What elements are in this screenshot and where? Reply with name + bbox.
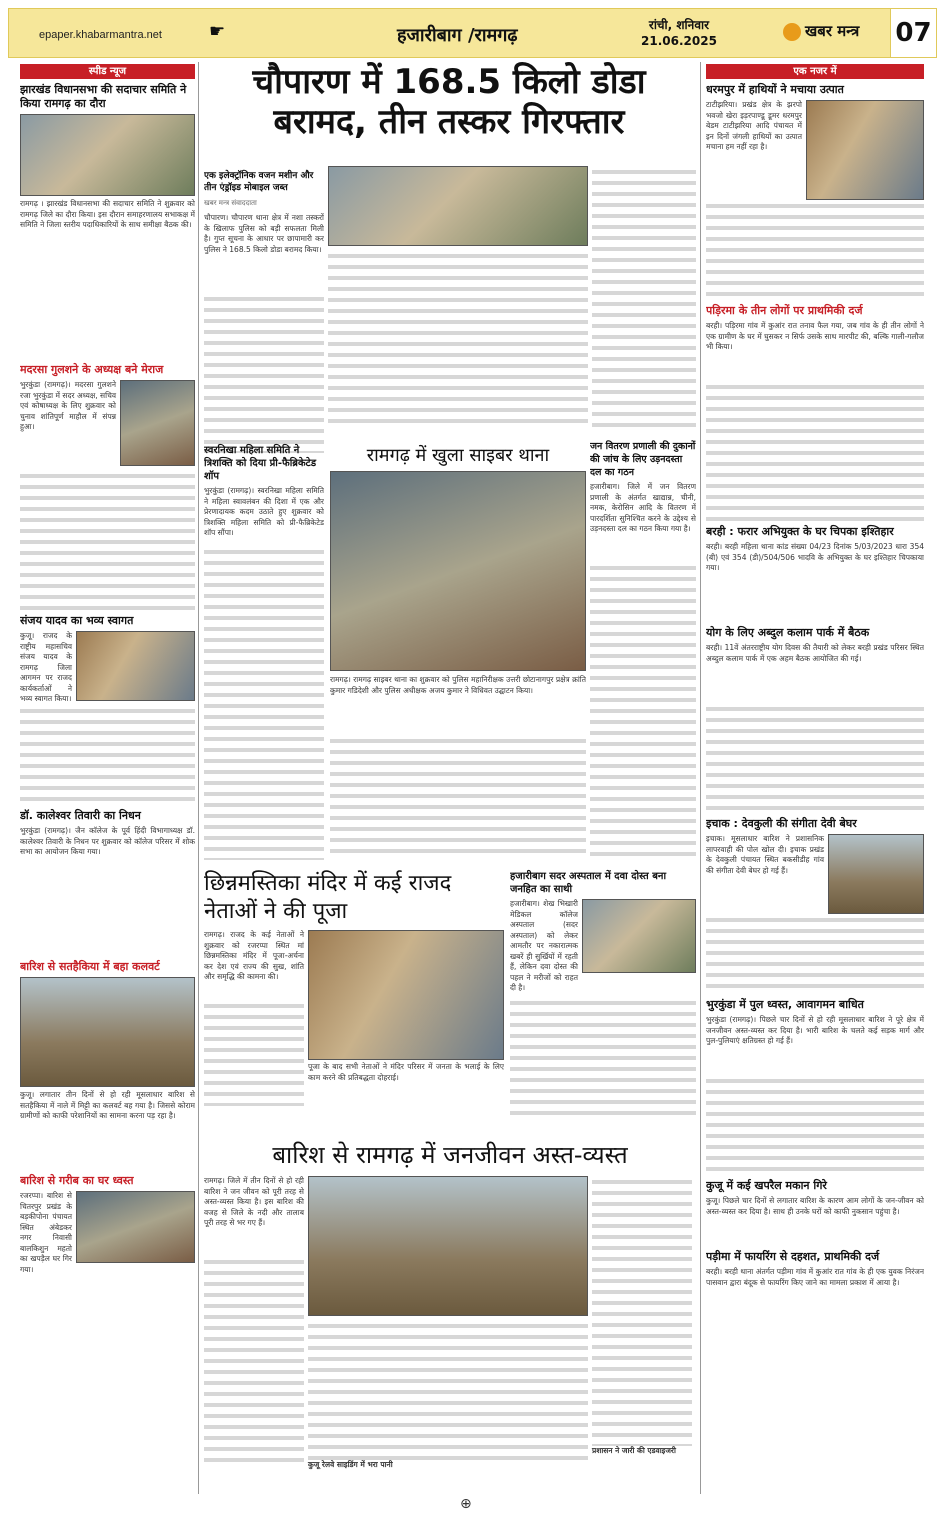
byline: खबर मन्त्र संवाददाता [204, 199, 257, 207]
story-body: टाटीझरिया। प्रखंड क्षेत्र के झरपो भवजो खेरा इड़रपाण्डू डूमर धरमपुर बेडम टाटीझरिया आदि पंचायत में इन दिनों जंगली हाथियों का उत्पात मचाना हम नहीं रहा है। [706, 100, 802, 151]
story-body: कुजू। पिछले चार दिनों से लगातार बारिश के कारण आम लोगों के जन-जीवन को अस्त-व्यस्त कर दिया है। साथ ही उनके घरों को काफी नुकसान पहुंचा है। [706, 1196, 924, 1216]
story-body: रामगढ़ । झारखंड विधानसभा की सदाचार समिति ने शुक्रवार को रामगढ़ जिले का दौरा किया। इस दौरान समाहरणालय सभाकक्ष में समिति ने जिला स्तरीय पदाधिकारियों के साथ समीक्षा बैठक की। [20, 199, 195, 229]
story-body-lines [330, 735, 586, 855]
story-photo [20, 114, 195, 196]
story-body: बरही। बरही थाना अंतर्गत पड़ीमा गांव में कुआंर रात गांव के ही एक युवक निरंजन पासवान द्वारा बंदूक से फायरिंग किए जाने का मामला प्रकाश में आया है। [706, 1267, 924, 1287]
story-body: भुरकुंडा (रामगढ़)। स्वरनिखा महिला समिति ने महिला स्वावलंबन की दिशा में एक और प्रेरणादायक कदम उठाते हुए शुक्रवार को त्रिशक्ति महिला समिति को प्री-फैब्रिकेटेड शॉप सौंपा। [204, 486, 324, 537]
collapsed-house-photo [828, 834, 924, 914]
story-body-lines [706, 1075, 924, 1175]
story-body: रामगढ़। रामगढ़ साइबर थाना का शुक्रवार को पुलिस महानिरीक्षक उत्तरी छोटानागपुर प्रक्षेत्र क्रांति कुमार गडिदेशी और पुलिस अधीक्षक अजय कुमार ने विधिवत उद्घाटन किया। [330, 675, 586, 695]
story-body-lines [20, 705, 195, 805]
story-head[interactable]: इचाक : देवकुली की संगीता देवी बेघर [706, 817, 857, 830]
story-body-lines [204, 546, 324, 860]
story-head[interactable]: भुरकुंडा में पुल ध्वस्त, आवागमन बाधित [706, 998, 864, 1011]
story-body: भुरकुंडा (रामगढ़)। जैन कॉलेज के पूर्व हिंदी विभागाध्यक्ष डॉ. कालेश्वर तिवारी के निधन पर शुक्रवार को कॉलेज परिसर में शोक सभा का आयोजन किया गया। [20, 826, 195, 856]
flood-photo [20, 977, 195, 1087]
story-body-lines [204, 1000, 304, 1106]
story-head[interactable]: बारिश से रामगढ़ में जनजीवन अस्त-व्यस्त [272, 1141, 628, 1169]
brand-icon [783, 23, 801, 41]
story-body-lines [590, 562, 696, 856]
brand-logo [783, 21, 859, 41]
story-head[interactable]: धरमपुर में हाथियों ने मचाया उत्पात [706, 83, 844, 96]
story-body-lines [706, 914, 924, 994]
hospital-photo [582, 899, 696, 973]
story-body: कुजू। लगातार तीन दिनों से हो रही मूसलाधार बारिश से सतहैकिया में नाले में मिट्टी का कलवर्ट बह गया है। जिससे कोराम ग्रामीणों को काफी परेशानियों का सामना करना पड़ रहा है। [20, 1090, 195, 1120]
story-body: हजारीबाग। जिले में जन वितरण प्रणाली के अंतर्गत खाद्यान्न, चीनी, नमक, केरोसिन आदि के वितरण में पारदर्शिता सुनिश्चित करने के उद्देश्य से उड़नदस्ता दल का गठन किया गया है। [590, 482, 696, 533]
lead-photo [328, 166, 588, 246]
photo-caption: कुजू रेलवे साइडिंग में भरा पानी [308, 1460, 393, 1469]
story-body-lines [706, 200, 924, 300]
story-body-lines [706, 381, 924, 521]
ek-nazar-label: एक नजर में [706, 64, 924, 79]
pointer-icon: ☛ [209, 21, 226, 42]
temple-story [204, 866, 504, 1126]
column-rule [700, 62, 701, 1494]
lead-body-lines [204, 293, 324, 453]
story-head[interactable]: कुजू में कई खपरैल मकान गिरे [706, 1179, 827, 1192]
lead-body-lines [592, 166, 696, 430]
flooded-river-photo [308, 1176, 588, 1316]
story-head[interactable]: हजारीबाग सदर अस्पताल में दवा दोस्त बना जनहित का साथी [510, 871, 667, 895]
story-head[interactable]: रामगढ़ में खुला साइबर थाना [366, 445, 550, 466]
lead-subhead: एक इलेक्ट्रॉनिक वजन मशीन और तीन एंड्रॉइड मोबाइल जब्त [204, 171, 314, 193]
story-body: बरही। बरही महिला थाना कांड संख्या 04/23 दिनांक 5/03/2023 धारा 354 (बी) एवं 354 (डी)/504/506 भादवि के अभियुक्त के घर इश्तिहार चिपकाया गया। [706, 542, 924, 572]
story-body: बरही। 11वें अंतरराष्ट्रीय योग दिवस की तैयारी को लेकर बरही प्रखंड परिसर स्थित अब्दुल कलाम पार्क में एक अहम बैठक आयोजित की गई। [706, 643, 924, 663]
story-body-lines [706, 703, 924, 813]
lead-body-lines [328, 250, 588, 430]
story-head[interactable]: संजय यादव का भव्य स्वागत [20, 614, 134, 627]
story-body-lines [592, 1176, 692, 1446]
page-number: 07 [890, 9, 936, 57]
brand-name: खबर मन्त्र [805, 22, 860, 40]
inauguration-photo [330, 471, 586, 671]
women-committee-story [204, 440, 324, 860]
story-head[interactable]: डॉ. कालेश्वर तिवारी का निधन [20, 809, 141, 822]
sub-head: प्रशासन ने जारी की एडवाइजरी [592, 1446, 676, 1455]
story-body: रामगढ़। राजद के कई नेताओं ने शुक्रवार को रजरप्पा स्थित मां छिन्नमस्तिका मंदिर में पूजा-अर्चना कर देश एवं राज्य की सुख, शांति और समृद्धि की कामना की। [204, 930, 304, 981]
story-head[interactable]: जन वितरण प्रणाली की दुकानों की जांच के लिए उड़नदस्ता दल का गठन [590, 441, 696, 478]
story-body: रामगढ़। जिले में तीन दिनों से हो रही बारिश ने जन जीवन को पूरी तरह से अस्त-व्यस्त किया है। इस बारिश की वजह से जिले के नदी और तालाब पूरी तरह से भर गए हैं। [204, 1176, 304, 1227]
story-body-lines [204, 1256, 304, 1466]
story-body: रजरप्पा। बारिश से चितरपुर प्रखंड के बड़कीपोना पंचायत स्थित अंबेडकर नगर निवासी बालकिशुन महतो का खपड़ैल घर गिर गया। [20, 1191, 72, 1274]
story-body: इचाक। मूसलाधार बारिश ने प्रशासनिक लापरवाही की पोल खोल दी। इचाक प्रखंड के देवकुली पंचायत स्थित बकसीडीह गांव की संगीता देवी बेघर हो गई हैं। [706, 834, 824, 875]
registration-mark: ⊕ [460, 1496, 472, 1512]
story-head[interactable]: पड़िरमा के तीन लोगों पर प्राथमिकी दर्ज [706, 304, 863, 317]
column-rule [198, 62, 199, 1494]
elephant-damage-photo [806, 100, 924, 200]
city-day: रांची, शनिवार [648, 18, 710, 32]
story-body: हजारीबाग। शेख भिखारी मेडिकल कॉलेज अस्पताल (सदर अस्पताल) को लेकर आमतौर पर नकारात्मक खबरें ही सुर्खियों में रहती हैं, लेकिन दवा दोस्त की पहल ने मरीजों को राहत दी है। [510, 899, 578, 992]
site-url[interactable]: epaper.khabarmantra.net [39, 29, 162, 41]
section-title: हजारीबाग /रामगढ़ [397, 25, 518, 46]
speed-news-label: स्पीड न्यूज [20, 64, 195, 79]
story-photo [76, 631, 195, 701]
left-column [20, 64, 195, 1494]
story-body-lines [510, 997, 696, 1117]
rain-story [204, 1134, 696, 1494]
temple-photo [308, 930, 504, 1060]
edition-date [641, 17, 717, 49]
hospital-story [510, 866, 696, 1126]
lead-text-col [204, 166, 324, 466]
story-head[interactable]: झारखंड विधानसभा की सदाचार समिति ने किया रामगढ़ का दौरा [20, 83, 187, 110]
story-head[interactable]: बरही : फरार अभियुक्त के घर चिपका इश्तिहार [706, 525, 894, 538]
photo-caption: पूजा के बाद सभी नेताओं ने मंदिर परिसर में जनता के भलाई के लिए काम करने की प्रतिबद्धता दोहराई। [308, 1062, 504, 1082]
story-body: कुजू। राजद के राष्ट्रीय महासचिव संजय यादव के रामगढ़ जिला आगमन पर राजद कार्यकर्ताओं ने भव्य स्वागत किया। [20, 631, 72, 703]
story-head[interactable]: स्वरनिखा महिला समिति ने त्रिशक्ति को दिया प्री-फैब्रिकेटेड शॉप [204, 445, 317, 482]
story-head[interactable]: बारिश से गरीब का घर ध्वस्त [20, 1174, 134, 1187]
ration-story [590, 436, 696, 856]
lead-body: चौपारण। चौपारण थाना क्षेत्र में नशा तस्करों के खिलाफ पुलिस को बड़ी सफलता मिली है। गुप्त सूचना के आधार पर छापामारी कर पुलिस ने 168.5 किलो डोडा बरामद किया। [204, 213, 324, 254]
masthead [8, 8, 937, 58]
right-column [706, 64, 924, 1494]
story-head[interactable]: पड़ीमा में फायरिंग से दहशत, प्राथमिकी दर्ज [706, 1250, 880, 1263]
house-photo [76, 1191, 195, 1263]
story-head[interactable]: मदरसा गुलशने के अध्यक्ष बने मेराज [20, 363, 164, 376]
lead-headline[interactable]: चौपारण में 168.5 किलो डोडा बरामद, तीन तस्कर गिरफ्तार [252, 62, 646, 142]
portrait-photo [120, 380, 195, 466]
cyber-thana-story [330, 440, 586, 860]
story-body: भुरकुंडा (रामगढ़)। मदरसा गुलशने रजा भुरकुंडा में सदर अध्यक्ष, सचिव एवं कोषाध्यक्ष के लिए शुक्रवार को चुनाव शांतिपूर्ण माहौल में संपन्न हुआ। [20, 380, 116, 431]
date: 21.06.2025 [641, 34, 717, 48]
story-head[interactable]: छिन्नमस्तिका मंदिर में कई राजद नेताओं ने की पूजा [204, 871, 452, 924]
story-body-lines [308, 1320, 588, 1460]
story-body: बरही। पड़िरमा गांव में कुआंर रात तनाव फैल गया, जब गांव के ही तीन लोगों ने एक ग्रामीण के घर में घुसकर न सिर्फ उसके साथ मारपीट की, बल्कि गाली-गलौज भी किया। [706, 321, 924, 351]
story-head[interactable]: योग के लिए अब्दुल कलाम पार्क में बैठक [706, 626, 870, 639]
story-head[interactable]: बारिश से सतहैकिया में बहा कलवर्ट [20, 960, 160, 973]
story-body-lines [20, 470, 195, 610]
story-body: भुरकुंडा (रामगढ़)। पिछले चार दिनों से हो रही मूसलाधार बारिश ने पूरे क्षेत्र में जनजीवन अस्त-व्यस्त कर दिया है। भारी बारिश के चलते कई सड़क मार्ग और पुल-पुलियाएं क्षतिग्रस्त हो गई हैं। [706, 1015, 924, 1045]
